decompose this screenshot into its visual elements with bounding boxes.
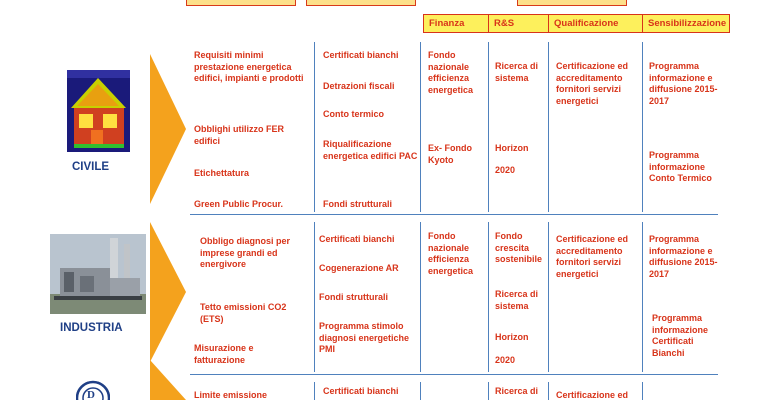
civile-regulation-1: Requisiti minimi prestazione energetica edifici, impianti e prodotti: [194, 50, 304, 83]
industria-incentive-3: Fondi strutturali: [319, 292, 388, 302]
industria-regulation-1: Obbligo diagnosi per imprese grandi ed energivore: [200, 236, 290, 269]
grid-vline-14: [548, 382, 549, 400]
arrow-industria: [150, 222, 186, 362]
civile-qualificazione-1: Certificazione ed accreditamento fornitori servizi energetici: [556, 61, 629, 106]
civile-incentive-4: Riqualificazione energetica edifici PAC: [323, 139, 418, 161]
thermal-house-image: [67, 70, 130, 152]
industria-incentive-4: Programma stimolo diagnosi energetiche PMI: [319, 321, 410, 354]
grid-vline-13: [488, 382, 489, 400]
industria-sensibilizzazione-1: Programma informazione e diffusione 2015-2017: [649, 234, 718, 279]
grid-vline-7: [420, 222, 421, 372]
top-tab-3: [517, 0, 627, 6]
civile-incentive-3: Conto termico: [323, 109, 385, 119]
header-finanza: Finanza: [423, 14, 489, 33]
top-tab-2: [306, 0, 416, 6]
industria-incentive-1: Certificati bianchi: [319, 234, 395, 244]
civile-incentive-5: Fondi strutturali: [323, 199, 392, 209]
header-rs: R&S: [488, 14, 549, 33]
civile-regulation-3: Etichettatura: [194, 168, 250, 178]
arrow-trasporti: [150, 360, 186, 400]
grid-vline-15: [642, 382, 643, 400]
grid-vline-6: [314, 222, 315, 372]
grid-vline-4: [548, 42, 549, 212]
top-tab-1: [186, 0, 296, 6]
civile-rs-3: 2020: [495, 165, 516, 175]
civile-rs-1: Ricerca di sistema: [495, 61, 539, 83]
industria-rs-4: 2020: [495, 355, 516, 365]
industria-regulation-3: Misurazione e fatturazione: [194, 343, 254, 365]
civile-finanza-1: Fondo nazionale efficienza energetica: [428, 50, 474, 95]
grid-hline-1: [190, 214, 718, 215]
sector-civile: CIVILE: [72, 161, 110, 173]
trasporti-incentive-1: Certificati bianchi: [323, 386, 399, 396]
grid-vline-2: [420, 42, 421, 212]
grid-vline-3: [488, 42, 489, 212]
header-qualificazione: Qualificazione: [548, 14, 643, 33]
header-sensibilizzazione: Sensibilizzazione: [642, 14, 730, 33]
trasporti-rs-1: Ricerca di: [495, 386, 539, 396]
industria-rs-3: Horizon: [495, 332, 529, 342]
industrial-plant-image: [50, 234, 146, 314]
transport-logo-image: [76, 378, 110, 400]
trasporti-qualificazione-1: Certificazione ed: [556, 390, 629, 400]
grid-vline-9: [548, 222, 549, 372]
civile-incentive-1: Certificati bianchi: [323, 50, 399, 60]
industria-regulation-2: Tetto emissioni CO2 (ETS): [200, 302, 287, 324]
grid-vline-8: [488, 222, 489, 372]
svg-text:D: D: [87, 389, 95, 400]
civile-rs-2: Horizon: [495, 143, 529, 153]
arrow-civile: [150, 54, 186, 204]
grid-vline-1: [314, 42, 315, 212]
civile-sensibilizzazione-2: Programma informazione Conto Termico: [649, 150, 712, 183]
civile-sensibilizzazione-1: Programma informazione e diffusione 2015-2017: [649, 61, 718, 106]
industria-sensibilizzazione-2: Programma informazione Certificati Bianchi: [652, 313, 709, 358]
trasporti-regulation-1: Limite emissione: [194, 390, 268, 400]
industria-incentive-2: Cogenerazione AR: [319, 263, 399, 273]
grid-hline-2: [190, 374, 718, 375]
industria-finanza-1: Fondo nazionale efficienza energetica: [428, 231, 474, 276]
grid-vline-12: [420, 382, 421, 400]
industria-rs-1: Fondo crescita sostenibile: [495, 231, 543, 264]
civile-regulation-4: Green Public Procur.: [194, 199, 284, 209]
sector-industria: INDUSTRIA: [60, 322, 123, 334]
industria-qualificazione-1: Certificazione ed accreditamento fornitori servizi energetici: [556, 234, 629, 279]
industria-rs-2: Ricerca di sistema: [495, 289, 539, 311]
civile-incentive-2: Detrazioni fiscali: [323, 81, 395, 91]
grid-vline-11: [314, 382, 315, 400]
grid-vline-5: [642, 42, 643, 212]
civile-finanza-2: Ex- Fondo Kyoto: [428, 143, 472, 165]
civile-regulation-2: Obblighi utilizzo FER edifici: [194, 124, 284, 146]
grid-vline-10: [642, 222, 643, 372]
